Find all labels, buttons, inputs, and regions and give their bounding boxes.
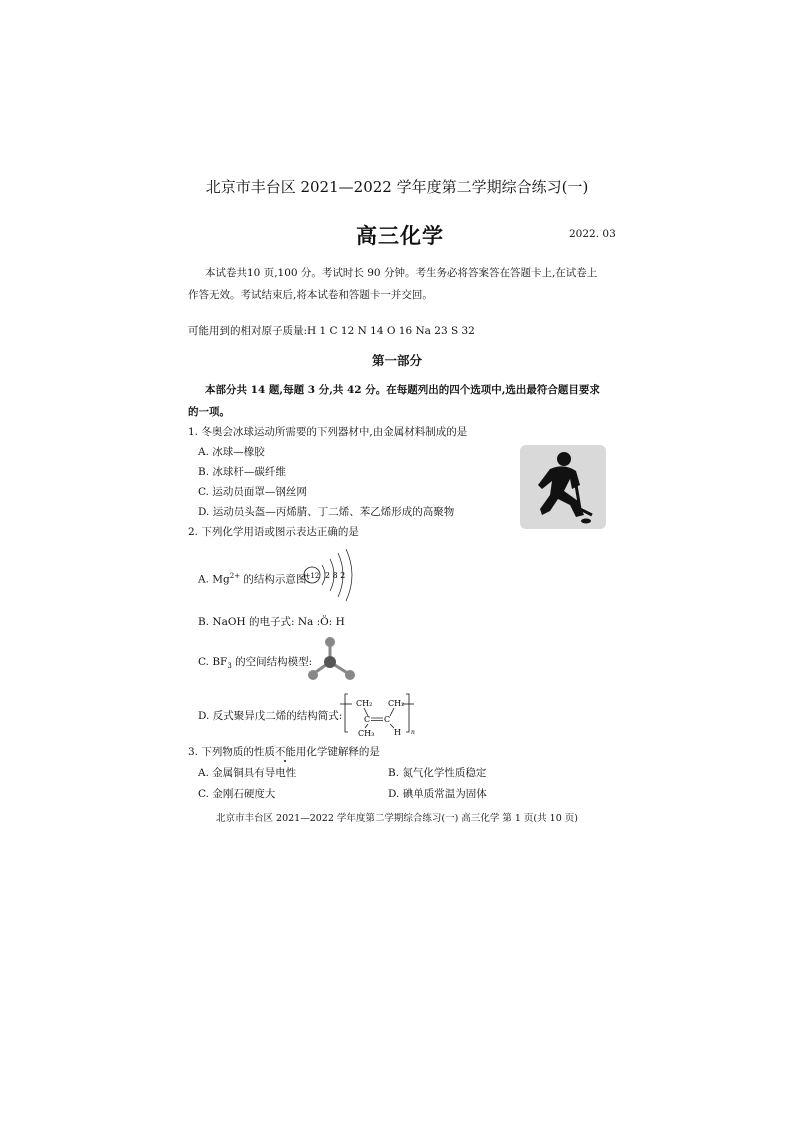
q3-option-a: A. 金属铜具有导电性 (198, 767, 297, 779)
hockey-player-icon (520, 445, 606, 529)
atomic-masses: 可能用到的相对原子质量:H 1 C 12 N 14 O 16 Na 23 S 32 (188, 325, 475, 337)
part-intro-line-1: 本部分共 14 题,每题 3 分,共 42 分。在每题列出的四个选项中,选出最符合题目要求 (205, 384, 600, 396)
q1-option-a: A. 冰球—橡胶 (198, 446, 265, 458)
q2-a-prefix: A. Mg (198, 573, 230, 586)
q3-stem-emphasis: 不能 (274, 746, 296, 758)
q2-c-prefix: C. BF (198, 656, 228, 668)
q3-stem (188, 745, 380, 759)
page-footer: 北京市丰台区 2021—2022 学年度第二学期综合练习(一) 高三化学 第 1 页(共 10 页) (216, 813, 578, 824)
q2-option-c (198, 655, 312, 673)
hockey-player-image (520, 445, 606, 529)
h-label: H (394, 728, 401, 737)
q2-a-charge: 2+ (229, 572, 241, 580)
instructions-line-2: 作答无效。考试结束后,将本试卷和答题卡一并交回。 (188, 289, 433, 301)
q2-stem: 2. 下列化学用语或图示表达正确的是 (188, 526, 359, 538)
q3-stem-post: 用化学键解释的是 (295, 746, 380, 758)
q2-c-subscript: 3 (227, 662, 232, 671)
subject-heading: 高三化学 (356, 223, 444, 248)
q2-option-d: D. 反式聚异戊二烯的结构简式: (198, 710, 343, 722)
part-heading: 第一部分 (371, 353, 422, 368)
mg-shell-electrons: 2 8 2 (324, 571, 346, 580)
svg-text:C: C (364, 715, 371, 724)
mg-nucleus-label: +12 (304, 572, 320, 580)
q1-stem: 1. 冬奥会冰球运动所需要的下列器材中,由金属材料制成的是 (188, 426, 468, 438)
q1-option-b: B. 冰球杆—碳纤维 (198, 466, 286, 478)
q2-c-suffix: 的空间结构模型: (231, 656, 313, 668)
instructions-line-1: 本试卷共10 页,100 分。考试时长 90 分钟。考生务必将答案答在答题卡上,在试卷上 (205, 267, 598, 279)
q2-option-a (198, 569, 310, 587)
q2-option-b: B. NaOH 的电子式: Na :Ö: H (198, 616, 345, 628)
ch2-right-label: CH₂ (388, 699, 405, 708)
q3-option-d: D. 碘单质常温为固体 (388, 788, 487, 800)
exam-date: 2022. 03 (569, 228, 616, 240)
q2-a-suffix: 的结构示意图: (240, 573, 310, 586)
svg-text:C: C (384, 715, 391, 724)
q3-option-b: B. 氮气化学性质稳定 (388, 767, 487, 779)
q1-option-d: D. 运动员头盔—丙烯腈、丁二烯、苯乙烯形成的高聚物 (198, 506, 455, 518)
repeat-count-n: n (411, 729, 415, 736)
polyisoprene-structure (340, 692, 440, 738)
mg-ion-structure-diagram (300, 548, 356, 602)
ch2-left-label: CH₂ (356, 699, 373, 708)
exam-title: 北京市丰台区 2021—2022 学年度第二学期综合练习(一) (205, 178, 589, 196)
q3-option-c: C. 金刚石硬度大 (198, 788, 276, 800)
q1-option-c: C. 运动员面罩—钢丝网 (198, 486, 307, 498)
ch3-label: CH₃ (358, 729, 375, 738)
part-intro-line-2: 的一项。 (188, 406, 230, 418)
q3-stem-pre: 3. 下列物质的性质 (188, 746, 275, 758)
bf3-ball-stick-model (306, 636, 358, 684)
